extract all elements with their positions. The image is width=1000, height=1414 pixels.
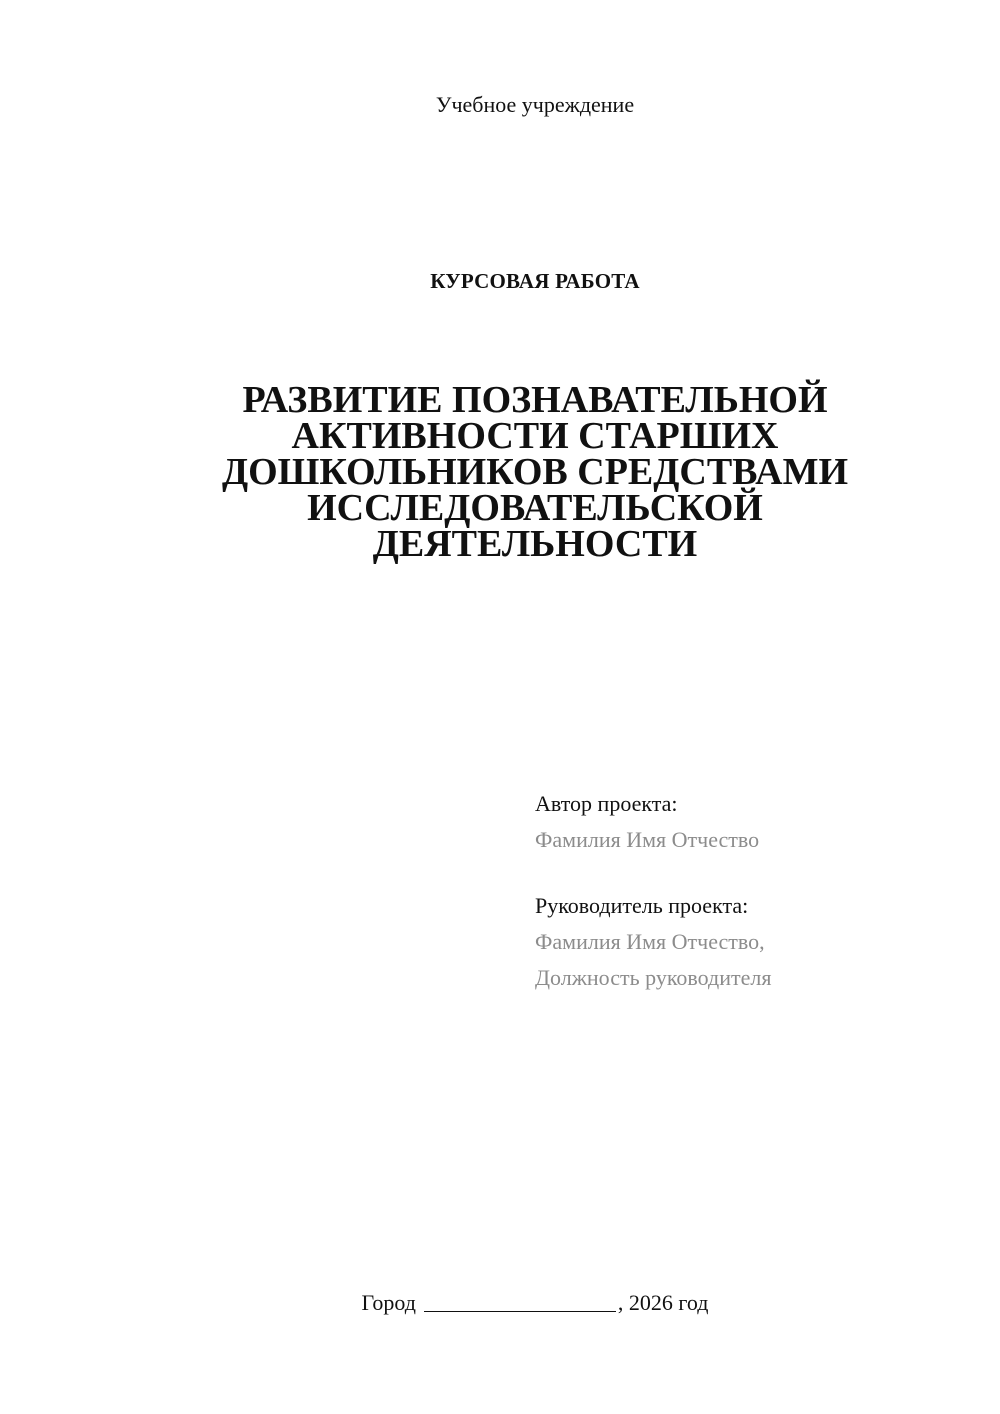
title-line-4: ИССЛЕДОВАТЕЛЬСКОЙ: [307, 487, 763, 529]
document-title: [200, 379, 870, 565]
title-line-5: ДЕЯТЕЛЬНОСТИ: [372, 523, 698, 565]
city-year-line: [0, 1287, 1000, 1318]
credits-spacer: [535, 858, 955, 888]
author-name-placeholder: Фамилия Имя Отчество: [535, 827, 760, 852]
supervisor-label: Руководитель проекта:: [535, 893, 749, 918]
supervisor-name-placeholder: Фамилия Имя Отчество,: [535, 929, 765, 954]
supervisor-position-placeholder: Должность руководителя: [535, 965, 772, 990]
work-type-heading: КУРСОВАЯ РАБОТА: [430, 269, 640, 293]
institution-name: Учебное учреждение: [435, 92, 635, 117]
credits-block: [535, 786, 955, 996]
title-line-3: ДОШКОЛЬНИКОВ СРЕДСТВАМИ: [221, 451, 849, 493]
city-label: Город: [361, 1290, 416, 1315]
city-blank-line: [424, 1289, 616, 1312]
title-line-1: РАЗВИТИЕ ПОЗНАВАТЕЛЬНОЙ: [242, 379, 828, 421]
author-label: Автор проекта:: [535, 791, 678, 816]
year-text: , 2026 год: [617, 1290, 709, 1315]
title-line-2: АКТИВНОСТИ СТАРШИХ: [291, 415, 779, 457]
